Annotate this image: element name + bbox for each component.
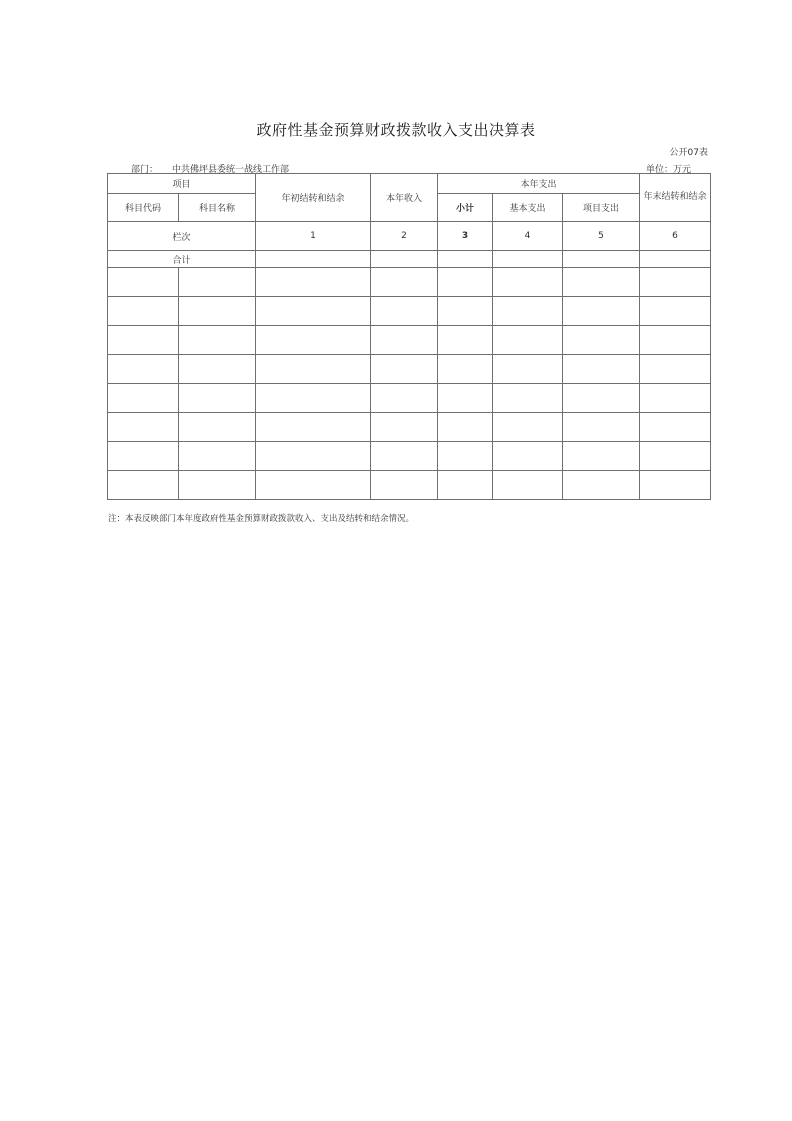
table-row xyxy=(108,471,711,500)
table-cell xyxy=(371,471,438,500)
table-cell xyxy=(179,471,256,500)
table-cell xyxy=(256,297,371,326)
table-cell xyxy=(640,251,711,268)
table-cell xyxy=(256,413,371,442)
header-project: 项目支出 xyxy=(563,194,640,222)
table-cell xyxy=(256,355,371,384)
table-cell xyxy=(371,251,438,268)
table-cell xyxy=(493,442,563,471)
table-cell xyxy=(640,471,711,500)
table-cell xyxy=(108,268,179,297)
table-row xyxy=(108,297,711,326)
table-cell xyxy=(371,326,438,355)
table-cell xyxy=(563,384,640,413)
table-cell xyxy=(256,326,371,355)
table-cell xyxy=(563,326,640,355)
table-cell xyxy=(256,384,371,413)
table-cell xyxy=(108,355,179,384)
table-cell xyxy=(371,413,438,442)
table-row xyxy=(108,268,711,297)
table-cell xyxy=(108,326,179,355)
column-number: 6 xyxy=(640,222,711,251)
table-cell xyxy=(179,442,256,471)
table-cell xyxy=(438,251,493,268)
table-cell xyxy=(640,384,711,413)
table-cell xyxy=(640,442,711,471)
table-cell xyxy=(640,413,711,442)
page-title: 政府性基金预算财政拨款收入支出决算表 xyxy=(256,121,536,139)
table-cell xyxy=(563,471,640,500)
column-number: 5 xyxy=(563,222,640,251)
header-code: 科目代码 xyxy=(108,194,179,222)
table-cell xyxy=(108,297,179,326)
table-cell xyxy=(371,384,438,413)
table-row xyxy=(108,384,711,413)
table-cell xyxy=(493,413,563,442)
table-cell xyxy=(179,326,256,355)
header-expenditure: 本年支出 xyxy=(438,174,640,194)
table-cell xyxy=(179,355,256,384)
table-cell xyxy=(493,326,563,355)
table-cell xyxy=(438,384,493,413)
column-number-label: 栏次 xyxy=(108,222,256,251)
header-name: 科目名称 xyxy=(179,194,256,222)
budget-table xyxy=(107,173,711,500)
table-cell xyxy=(108,471,179,500)
table-cell xyxy=(371,297,438,326)
column-number: 4 xyxy=(493,222,563,251)
header-basic: 基本支出 xyxy=(493,194,563,222)
table-cell xyxy=(563,442,640,471)
header-item: 项目 xyxy=(108,174,256,194)
department-value: 中共佛坪县委统一战线工作部 xyxy=(172,165,290,175)
table-cell xyxy=(108,384,179,413)
table-row xyxy=(108,355,711,384)
table-cell xyxy=(563,355,640,384)
table-cell xyxy=(640,355,711,384)
table-cell xyxy=(438,442,493,471)
header-beginning-balance: 年初结转和结余 xyxy=(256,174,371,222)
table-cell xyxy=(108,413,179,442)
table-row xyxy=(108,413,711,442)
table-cell xyxy=(179,268,256,297)
table-row xyxy=(108,442,711,471)
total-row xyxy=(108,251,711,268)
table-cell xyxy=(438,355,493,384)
table-cell xyxy=(371,442,438,471)
table-cell xyxy=(256,442,371,471)
table-cell xyxy=(493,297,563,326)
table-cell xyxy=(640,297,711,326)
table-cell xyxy=(256,251,371,268)
table-cell xyxy=(563,268,640,297)
table-cell xyxy=(563,297,640,326)
table-cell xyxy=(493,268,563,297)
table-cell xyxy=(493,471,563,500)
table-row xyxy=(108,326,711,355)
table-cell xyxy=(438,326,493,355)
header-ending-balance: 年末结转和结余 xyxy=(640,174,711,222)
table-cell xyxy=(493,355,563,384)
table-cell xyxy=(438,297,493,326)
form-number: 公开07表 xyxy=(669,148,708,158)
column-number: 2 xyxy=(371,222,438,251)
table-cell xyxy=(563,251,640,268)
table-cell xyxy=(640,268,711,297)
department-label: 部门： xyxy=(131,165,159,175)
table-cell xyxy=(640,326,711,355)
table-cell xyxy=(179,384,256,413)
unit-label: 单位：万元 xyxy=(645,165,691,175)
table-cell xyxy=(493,384,563,413)
table-cell xyxy=(438,413,493,442)
table-cell xyxy=(493,251,563,268)
table-cell xyxy=(108,442,179,471)
table-cell xyxy=(438,471,493,500)
column-number: 3 xyxy=(438,222,493,251)
table-cell xyxy=(179,297,256,326)
total-label: 合计 xyxy=(108,251,256,268)
footnote: 注：本表反映部门本年度政府性基金预算财政拨款收入、支出及结转和结余情况。 xyxy=(108,514,415,524)
column-number: 1 xyxy=(256,222,371,251)
column-number-row xyxy=(108,222,711,251)
table-cell xyxy=(371,355,438,384)
table-cell xyxy=(371,268,438,297)
header-income: 本年收入 xyxy=(371,174,438,222)
table-cell xyxy=(438,268,493,297)
table-cell xyxy=(256,471,371,500)
table-cell xyxy=(563,413,640,442)
table-cell xyxy=(179,413,256,442)
header-subtotal: 小计 xyxy=(438,194,493,222)
table-cell xyxy=(256,268,371,297)
